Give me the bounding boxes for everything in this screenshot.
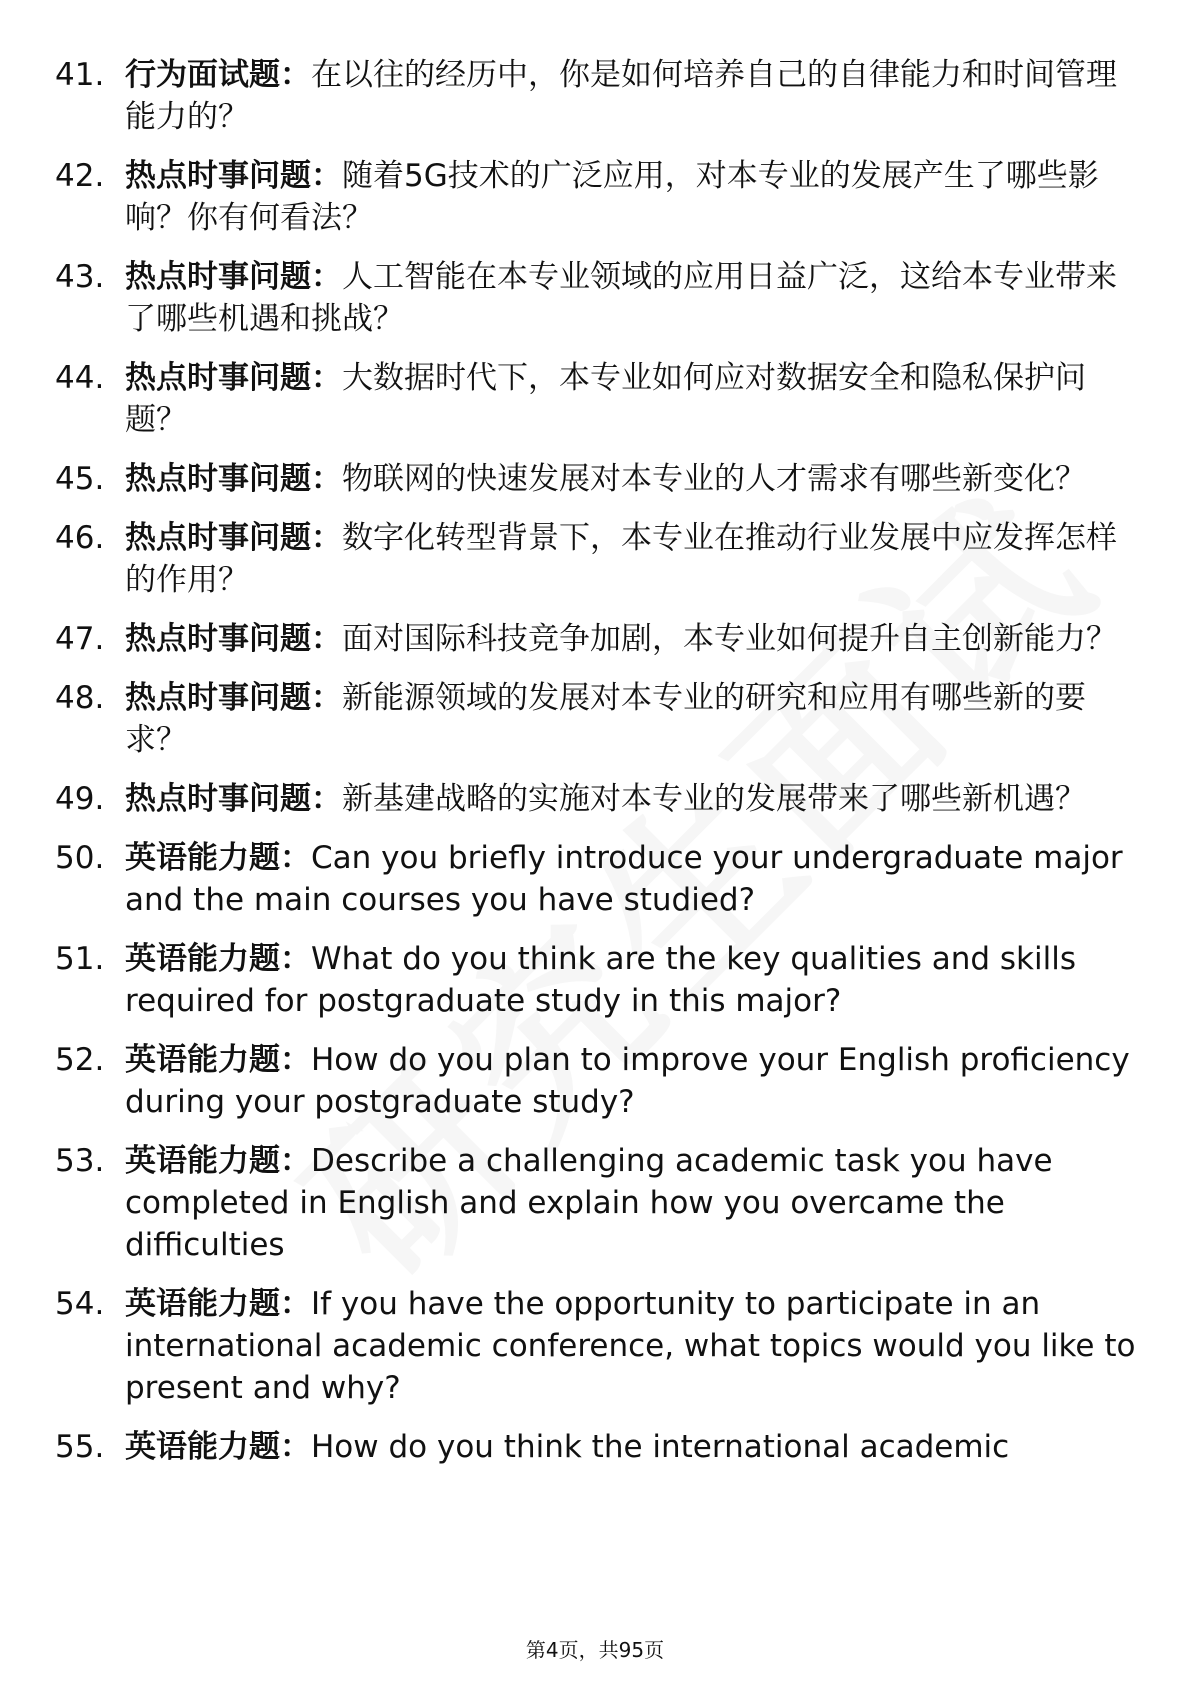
question-text: 物联网的快速发展对本专业的人才需求有哪些新变化？ [342,461,1086,497]
question-number: 53. [55,1143,105,1179]
question-number: 54. [55,1286,105,1322]
question-text: 在以往的经历中，你是如何培养自己的自律能力和时间管理能力的？ [125,57,1117,135]
question-body [125,1426,1145,1468]
question-number: 42. [55,158,105,194]
question-text: How do you think the international academic [311,1429,1010,1465]
question-item [55,938,1145,1022]
question-text: 新基建战略的实施对本专业的发展带来了哪些新机遇？ [342,781,1086,817]
question-category: 热点时事问题： [125,259,342,295]
question-item [55,1426,1145,1468]
question-number: 48. [55,680,105,716]
question-item [55,256,1145,340]
question-category: 热点时事问题： [125,781,342,817]
question-number: 51. [55,941,105,977]
question-category: 热点时事问题： [125,621,342,657]
question-number: 47. [55,621,105,657]
question-body [125,1140,1145,1266]
question-item [55,1283,1145,1409]
question-item [55,458,1145,500]
question-category: 英语能力题： [125,1286,311,1322]
question-body [125,458,1145,500]
question-number: 43. [55,259,105,295]
question-text: 面对国际科技竞争加剧，本专业如何提升自主创新能力？ [342,621,1117,657]
question-text: What do you think are the key qualities and skills required for postgraduate study in this major? [125,941,1076,1019]
question-number: 46. [55,520,105,556]
question-item [55,517,1145,601]
question-category: 热点时事问题： [125,461,342,497]
question-category: 英语能力题： [125,1429,311,1465]
question-item [55,618,1145,660]
question-body [125,1283,1145,1409]
question-number: 45. [55,461,105,497]
question-body [125,1039,1145,1123]
question-list [55,54,1145,1485]
question-category: 英语能力题： [125,840,311,876]
question-text: 数字化转型背景下，本专业在推动行业发展中应发挥怎样的作用？ [125,520,1117,598]
question-category: 行为面试题： [125,57,311,93]
question-text: 新能源领域的发展对本专业的研究和应用有哪些新的要求？ [125,680,1086,758]
question-number: 55. [55,1429,105,1465]
question-number: 50. [55,840,105,876]
question-category: 英语能力题： [125,1143,311,1179]
question-category: 热点时事问题： [125,680,342,716]
question-body [125,938,1145,1022]
question-body [125,54,1145,138]
question-category: 热点时事问题： [125,520,342,556]
question-body [125,517,1145,601]
question-item [55,677,1145,761]
question-category: 热点时事问题： [125,158,342,194]
question-text: Can you briefly introduce your undergraduate major and the main courses you have studied? [125,840,1123,918]
question-body [125,357,1145,441]
question-item [55,54,1145,138]
question-item [55,778,1145,820]
question-body [125,155,1145,239]
question-item [55,155,1145,239]
question-item [55,837,1145,921]
question-body [125,618,1145,660]
question-category: 热点时事问题： [125,360,342,396]
question-item [55,1140,1145,1266]
question-number: 52. [55,1042,105,1078]
question-number: 49. [55,781,105,817]
question-category: 英语能力题： [125,1042,311,1078]
question-category: 英语能力题： [125,941,311,977]
question-item [55,1039,1145,1123]
question-body [125,778,1145,820]
question-item [55,357,1145,441]
page-footer: 第4页，共95页 [525,1638,665,1662]
question-body [125,677,1145,761]
question-text: 随着5G技术的广泛应用，对本专业的发展产生了哪些影响？你有何看法？ [125,158,1099,236]
question-number: 41. [55,57,105,93]
question-text: How do you plan to improve your English proficiency during your postgraduate study? [125,1042,1130,1120]
question-text: 大数据时代下，本专业如何应对数据安全和隐私保护问题？ [125,360,1086,438]
question-text: If you have the opportunity to participate in an international academic conference, what topics would you like to present and why? [125,1286,1136,1406]
question-number: 44. [55,360,105,396]
question-text: Describe a challenging academic task you have completed in English and explain how you overcame the difficulties [125,1143,1053,1263]
question-body [125,837,1145,921]
question-body [125,256,1145,340]
question-text: 人工智能在本专业领域的应用日益广泛，这给本专业带来了哪些机遇和挑战？ [125,259,1117,337]
